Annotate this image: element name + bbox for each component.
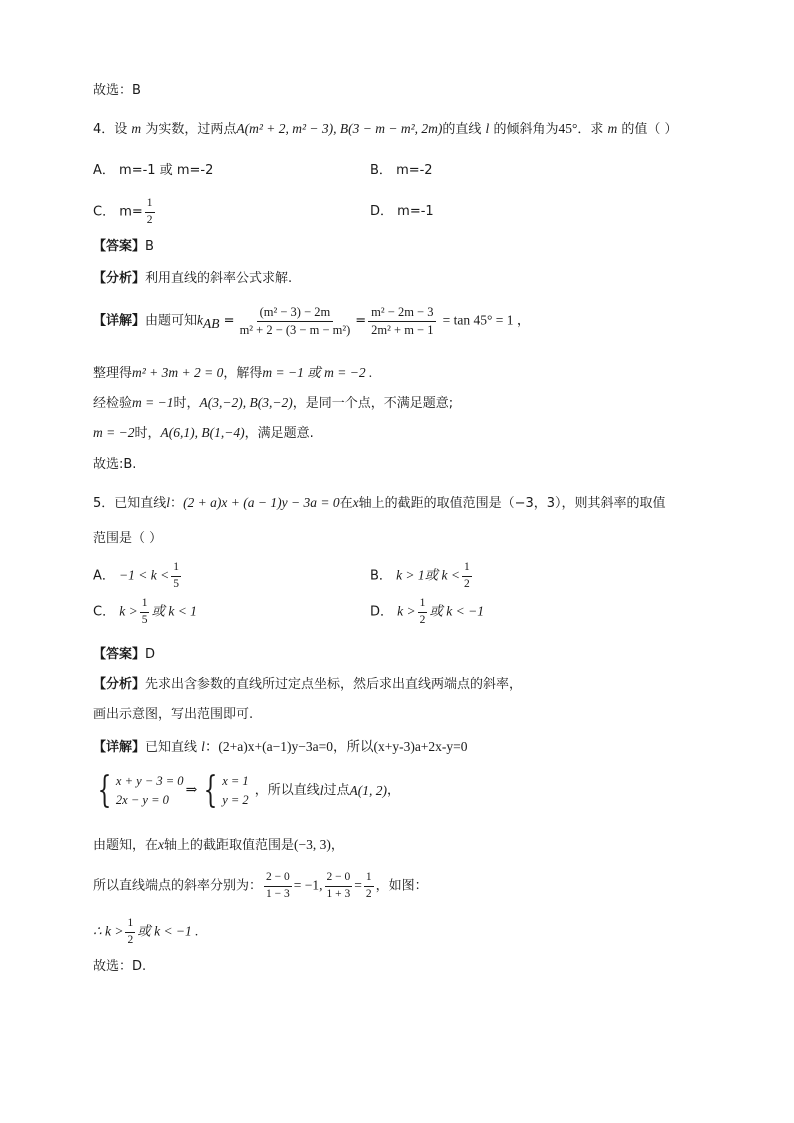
q4-detail: 【详解】由题可知$k_{AB}$ = $\frac{\text{(m² − 3) − 2m}}{\text{m² + 2 − (3 − m − m²)}}$ = $\frac{\text{m² − 2m − 3}}{\text{2m² + m − 1}}$ = tan 45° = 1 ， (93, 305, 531, 337)
q4-points: A(m² + 2, m² − 3), B(3 − m − m², 2m) (236, 121, 443, 136)
q5-conclusion: ∴ k > $\frac{1}{2}$ 或 k < −1 . (93, 917, 199, 946)
q5-detail-1: 【详解】已知直线 l：(2+a)x+(a−1)y−3a=0，所以(x+y-3)a+2x-y=0 (93, 739, 468, 755)
q4-check-1: 经检验m = −1时，A(3,−2), B(3,−2)，是同一个点，不满足题意; (93, 395, 454, 411)
q5-answer: 【答案】D (93, 647, 156, 662)
system-left: { x + y − 3 = 0 2x − y = 0 (97, 770, 184, 811)
q5-intercept: 由题知，在x轴上的截距取值范围是(−3, 3)， (93, 837, 344, 853)
q3-answer-choice: 故选：B (93, 83, 141, 98)
q5-slopes: 所以直线端点的斜率分别为： $\frac{2 - 0}{1 - 3}$ = −1, $\frac{2 - 0}{1 + 3}$ = $\frac{1}{2}$ ，如图： (93, 871, 428, 900)
q5-option-b: B． k > 1或 k < $\frac{1}{2}$ (370, 561, 470, 590)
q4-final: 故选:B. (93, 457, 137, 472)
q5-option-d: D． k > $\frac{1}{2}$ 或 k < −1 (370, 597, 484, 626)
q5-analysis-2: 画出示意图，写出范围即可. (93, 707, 254, 722)
q4-stem: 4．设 m 为实数，过两点A(m² + 2, m² − 3), B(3 − m − m², 2m)的直线 l 的倾斜角为45°．求 m 的值（ ） (93, 121, 678, 137)
q4-option-a: A． m=-1 或 m=-2 (93, 163, 214, 178)
q4-option-c: C． m= $\frac{1}{2}$ (93, 197, 153, 226)
system-right: { x = 1 y = 2 (203, 770, 249, 811)
q5-option-a: A． −1 < k < $\frac{1}{5}$ (93, 561, 179, 590)
q5-stem-2: 范围是（ ） (93, 531, 163, 546)
q5-option-c: C． k > $\frac{1}{5}$ 或 k < 1 (93, 597, 197, 626)
q5-stem-1: 5．已知直线l：(2 + a)x + (a − 1)y − 3a = 0在x轴上的截距的取值范围是（−3，3），则其斜率的取值 (93, 495, 666, 511)
q4-option-b: B． m=-2 (370, 163, 433, 178)
q5-system: { x + y − 3 = 0 2x − y = 0 ⇒ { x = 1 y = 2 ，所以直线 l 过点 A(1, 2) ， (93, 770, 400, 812)
q5-final: 故选：D. (93, 959, 147, 974)
q5-analysis-1: 【分析】先求出含参数的直线所过定点坐标，然后求出直线两端点的斜率， (93, 677, 523, 692)
q4-option-d: D． m=-1 (370, 204, 434, 219)
q4-check-2: m = −2时，A(6,1), B(1,−4)，满足题意. (93, 425, 314, 441)
q4-answer: 【答案】B (93, 239, 154, 254)
q4-arrange: 整理得m² + 3m + 2 = 0，解得m = −1 或 m = −2 . (93, 365, 373, 381)
q4-analysis: 【分析】利用直线的斜率公式求解. (93, 271, 293, 286)
